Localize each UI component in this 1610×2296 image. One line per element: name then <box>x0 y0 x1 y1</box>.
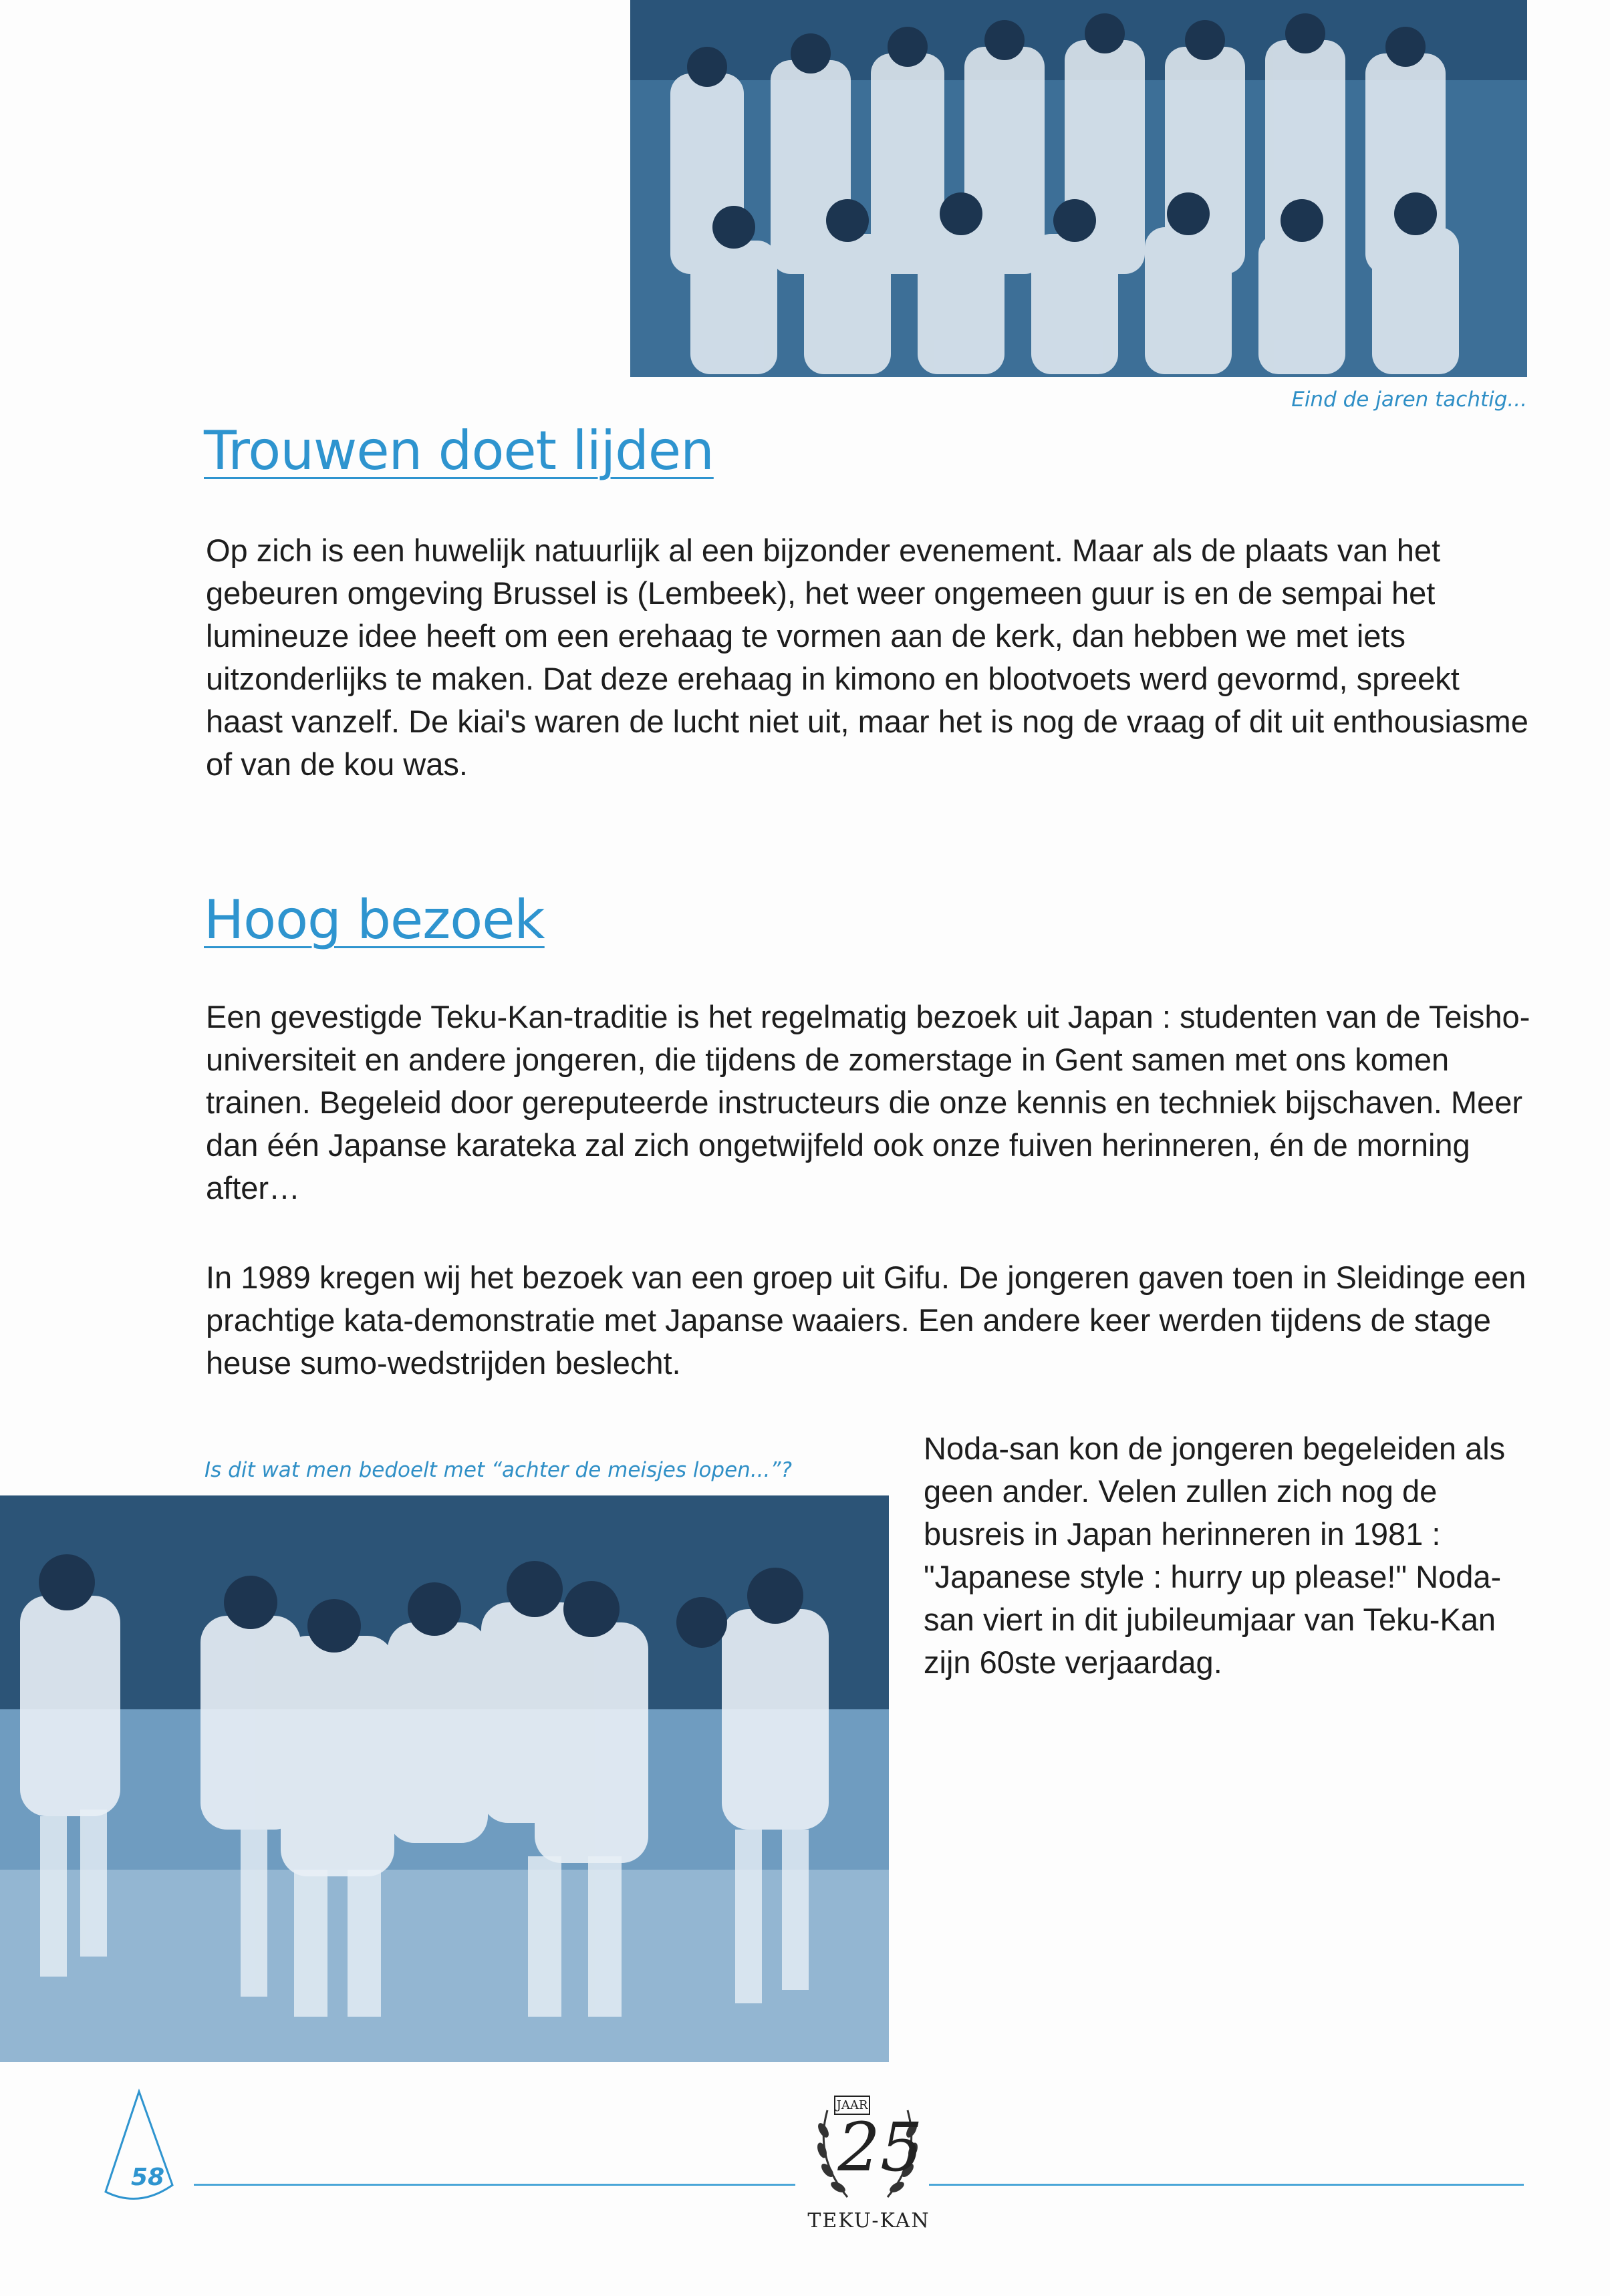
paragraph-japan-visit: Een gevestigde Teku-Kan-traditie is het regelmatig bezoek uit Japan : studenten van de Teisho-universiteit en andere jongeren, die tijdens de zomerstage in Gent samen met ons komen trainen. Begeleid door gereputeerde instructeurs die onze kennis en techniek bijschaven. Meer dan één Japanse karateka zal zich ongetwijfeld ook onze fuiven herinneren, én de morning after… <box>206 999 1530 1205</box>
page-number-drop-icon <box>92 2085 186 2212</box>
footer-rule-left <box>194 2184 795 2186</box>
paragraph-gifu-1989: In 1989 kregen wij het bezoek van een groep uit Gifu. De jongeren gaven toen in Sleidinge een prachtige kata-demonstratie met Japanse waaiers. Een andere keer werden tijdens de stage heuse sumo-wedstrijden beslecht. <box>206 1260 1526 1381</box>
running-group-photo <box>0 1495 889 2062</box>
paragraph-noda-san: Noda-san kon de jongeren begeleiden als geen ander. Velen zullen zich nog de busreis in Japan herinneren in 1981 : "Japanese style : hurry up please!" Noda-san viert in dit jubileumjaar van Teku-Kan zijn 60ste verjaardag. <box>924 1431 1506 1680</box>
page-number: 58 <box>131 2164 165 2191</box>
emblem-jaar-label: JAAR <box>834 2096 870 2115</box>
paragraph-trouwen: Op zich is een huwelijk natuurlijk al een bijzonder evenement. Maar als de plaats van het gebeuren omgeving Brussel is (Lembeek), het weer ongemeen guur is en de sempai het lumineuze idee heeft om een erehaag te vormen aan de kerk, dan hebben we met iets uitzonderlijks te maken. Dat deze erehaag in kimono en blootvoets werd gevormd, spreekt haast vanzelf. De kiai's waren de lucht niet uit, maar het is nog de vraag of dit uit enthousiasme of van de kou was. <box>206 533 1528 782</box>
emblem-club-name: TEKU-KAN <box>807 2209 930 2233</box>
photo-caption-bottom: Is dit wat men bedoelt met “achter de meisjes lopen...”? <box>205 1458 792 1482</box>
photo-caption-top: Eind de jaren tachtig... <box>1291 388 1527 412</box>
section-heading-hoog-bezoek: Hoog bezoek <box>204 889 545 951</box>
footer-rule-right <box>929 2184 1524 2186</box>
photo-placeholder-graphic <box>0 1495 889 2062</box>
section-heading-trouwen: Trouwen doet lijden <box>204 420 714 482</box>
group-photo-karate-class <box>630 0 1527 377</box>
emblem-anniversary-number: 25 <box>837 2108 923 2186</box>
photo-placeholder-graphic <box>630 0 1527 377</box>
